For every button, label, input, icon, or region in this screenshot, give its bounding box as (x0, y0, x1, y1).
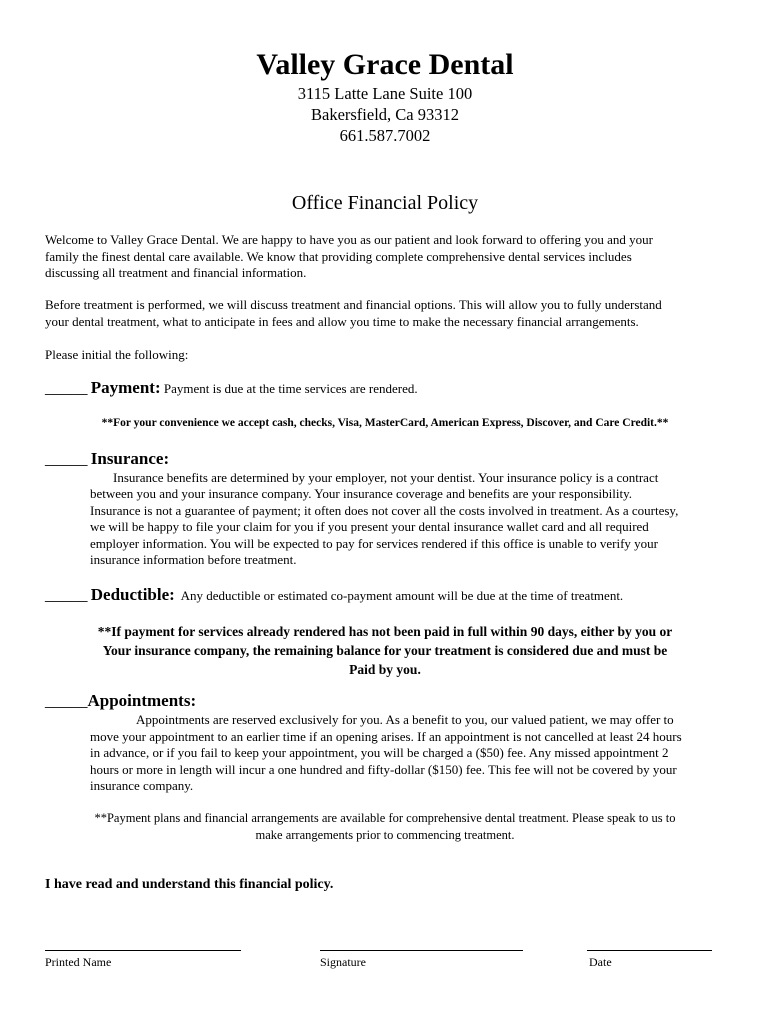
unpaid-balance-note (0, 622, 770, 679)
document-title: Office Financial Policy (291, 192, 479, 214)
signature-line[interactable] (320, 950, 523, 951)
deductible-heading: Deductible: (90, 585, 175, 604)
accepted-payments-note: **For your convenience we accept cash, checks, Visa, MasterCard, American Express, Discover, and Care Credit.** (101, 417, 669, 429)
payment-plans-line: **Payment plans and financial arrangements are available for comprehensive dental treatment. Please speak to us to (94, 811, 676, 825)
address-line-2: Bakersfield, Ca 93312 (310, 105, 459, 124)
insurance-line: Insurance benefits are determined by your employer, not your dentist. Your insurance policy is a contract (113, 470, 659, 485)
phone-number: 661.587.7002 (339, 126, 431, 145)
payment-plans-note (0, 810, 770, 843)
appointments-line: insurance company. (90, 778, 194, 793)
payment-initial-blank[interactable]: _____ (45, 378, 88, 397)
payment-plans-line: make arrangements prior to commencing treatment. (255, 827, 515, 842)
deductible-initial-blank[interactable]: _____ (45, 585, 88, 604)
welcome-line: discussing all treatment and financial information. (45, 265, 307, 280)
unpaid-balance-line: Paid by you. (349, 662, 421, 677)
unpaid-balance-line: Your insurance company, the remaining balance for your treatment is considered due and must be (102, 643, 668, 658)
appointments-line: move your appointment to an earlier time if an opening arises. If an appointment is not cancelled at least 24 hours (90, 729, 682, 744)
appointments-section-header (45, 691, 196, 711)
deductible-section-header (45, 585, 623, 605)
welcome-paragraph (45, 232, 735, 282)
payment-section-header (45, 378, 418, 398)
before-treatment-paragraph (45, 297, 735, 330)
appointments-initial-blank[interactable]: _____ (45, 691, 88, 710)
printed-name-line[interactable] (45, 950, 241, 951)
insurance-line: between you and your insurance company. Your insurance coverage and benefits are your responsibility. (90, 486, 632, 501)
payment-heading: Payment: (90, 378, 161, 397)
appointments-line: hours or more in length will incur a one hundred and fifty-dollar ($150) fee. This fee will not be covered by your (90, 762, 677, 777)
before-line: Before treatment is performed, we will discuss treatment and financial options. This will allow you to fully understand (45, 297, 662, 312)
insurance-line: insurance information before treatment. (90, 552, 297, 567)
insurance-line: employer information. You will be expected to pay for services rendered if this office is unable to verify your (90, 536, 658, 551)
appointments-line: in advance, or if you fail to keep your appointment, you will be charged a ($50) fee. Any missed appointment 2 (90, 745, 669, 760)
signature-label: Signature (320, 955, 366, 969)
printed-name-label: Printed Name (45, 955, 112, 969)
appointments-line: Appointments are reserved exclusively for you. As a benefit to you, our valued patient, we may offer to (136, 712, 674, 727)
before-line: your dental treatment, what to anticipate in fees and allow you time to make the necessary financial arrangements. (45, 313, 639, 329)
acknowledgement-statement: I have read and understand this financial policy. (45, 877, 334, 892)
payment-text: Payment is due at the time services are rendered. (163, 381, 418, 396)
appointments-heading: Appointments: (87, 691, 197, 710)
initial-prompt: Please initial the following: (45, 347, 189, 362)
insurance-section-header (45, 449, 169, 469)
address-line-1: 3115 Latte Lane Suite 100 (297, 84, 473, 103)
unpaid-balance-line: **If payment for services already rendered has not been paid in full within 90 days, either by you or (97, 624, 673, 639)
deductible-text: Any deductible or estimated co-payment amount will be due at the time of treatment. (180, 588, 624, 603)
date-line[interactable] (587, 950, 712, 951)
insurance-initial-blank[interactable]: _____ (45, 449, 88, 468)
welcome-line: family the finest dental care available. We know that providing complete comprehensive dental services includes (45, 248, 632, 264)
insurance-line: we will be happy to file your claim for you if you present your dental insurance wallet card and all required (90, 519, 649, 534)
welcome-line: Welcome to Valley Grace Dental. We are happy to have you as our patient and look forward to offering you and your (45, 232, 653, 247)
insurance-line: Insurance is not a guarantee of payment; it often does not cover all the costs involved in treatment. As a courtesy, (90, 503, 679, 518)
practice-name: Valley Grace Dental (256, 48, 514, 81)
date-label: Date (589, 955, 612, 969)
insurance-heading: Insurance: (90, 449, 170, 468)
